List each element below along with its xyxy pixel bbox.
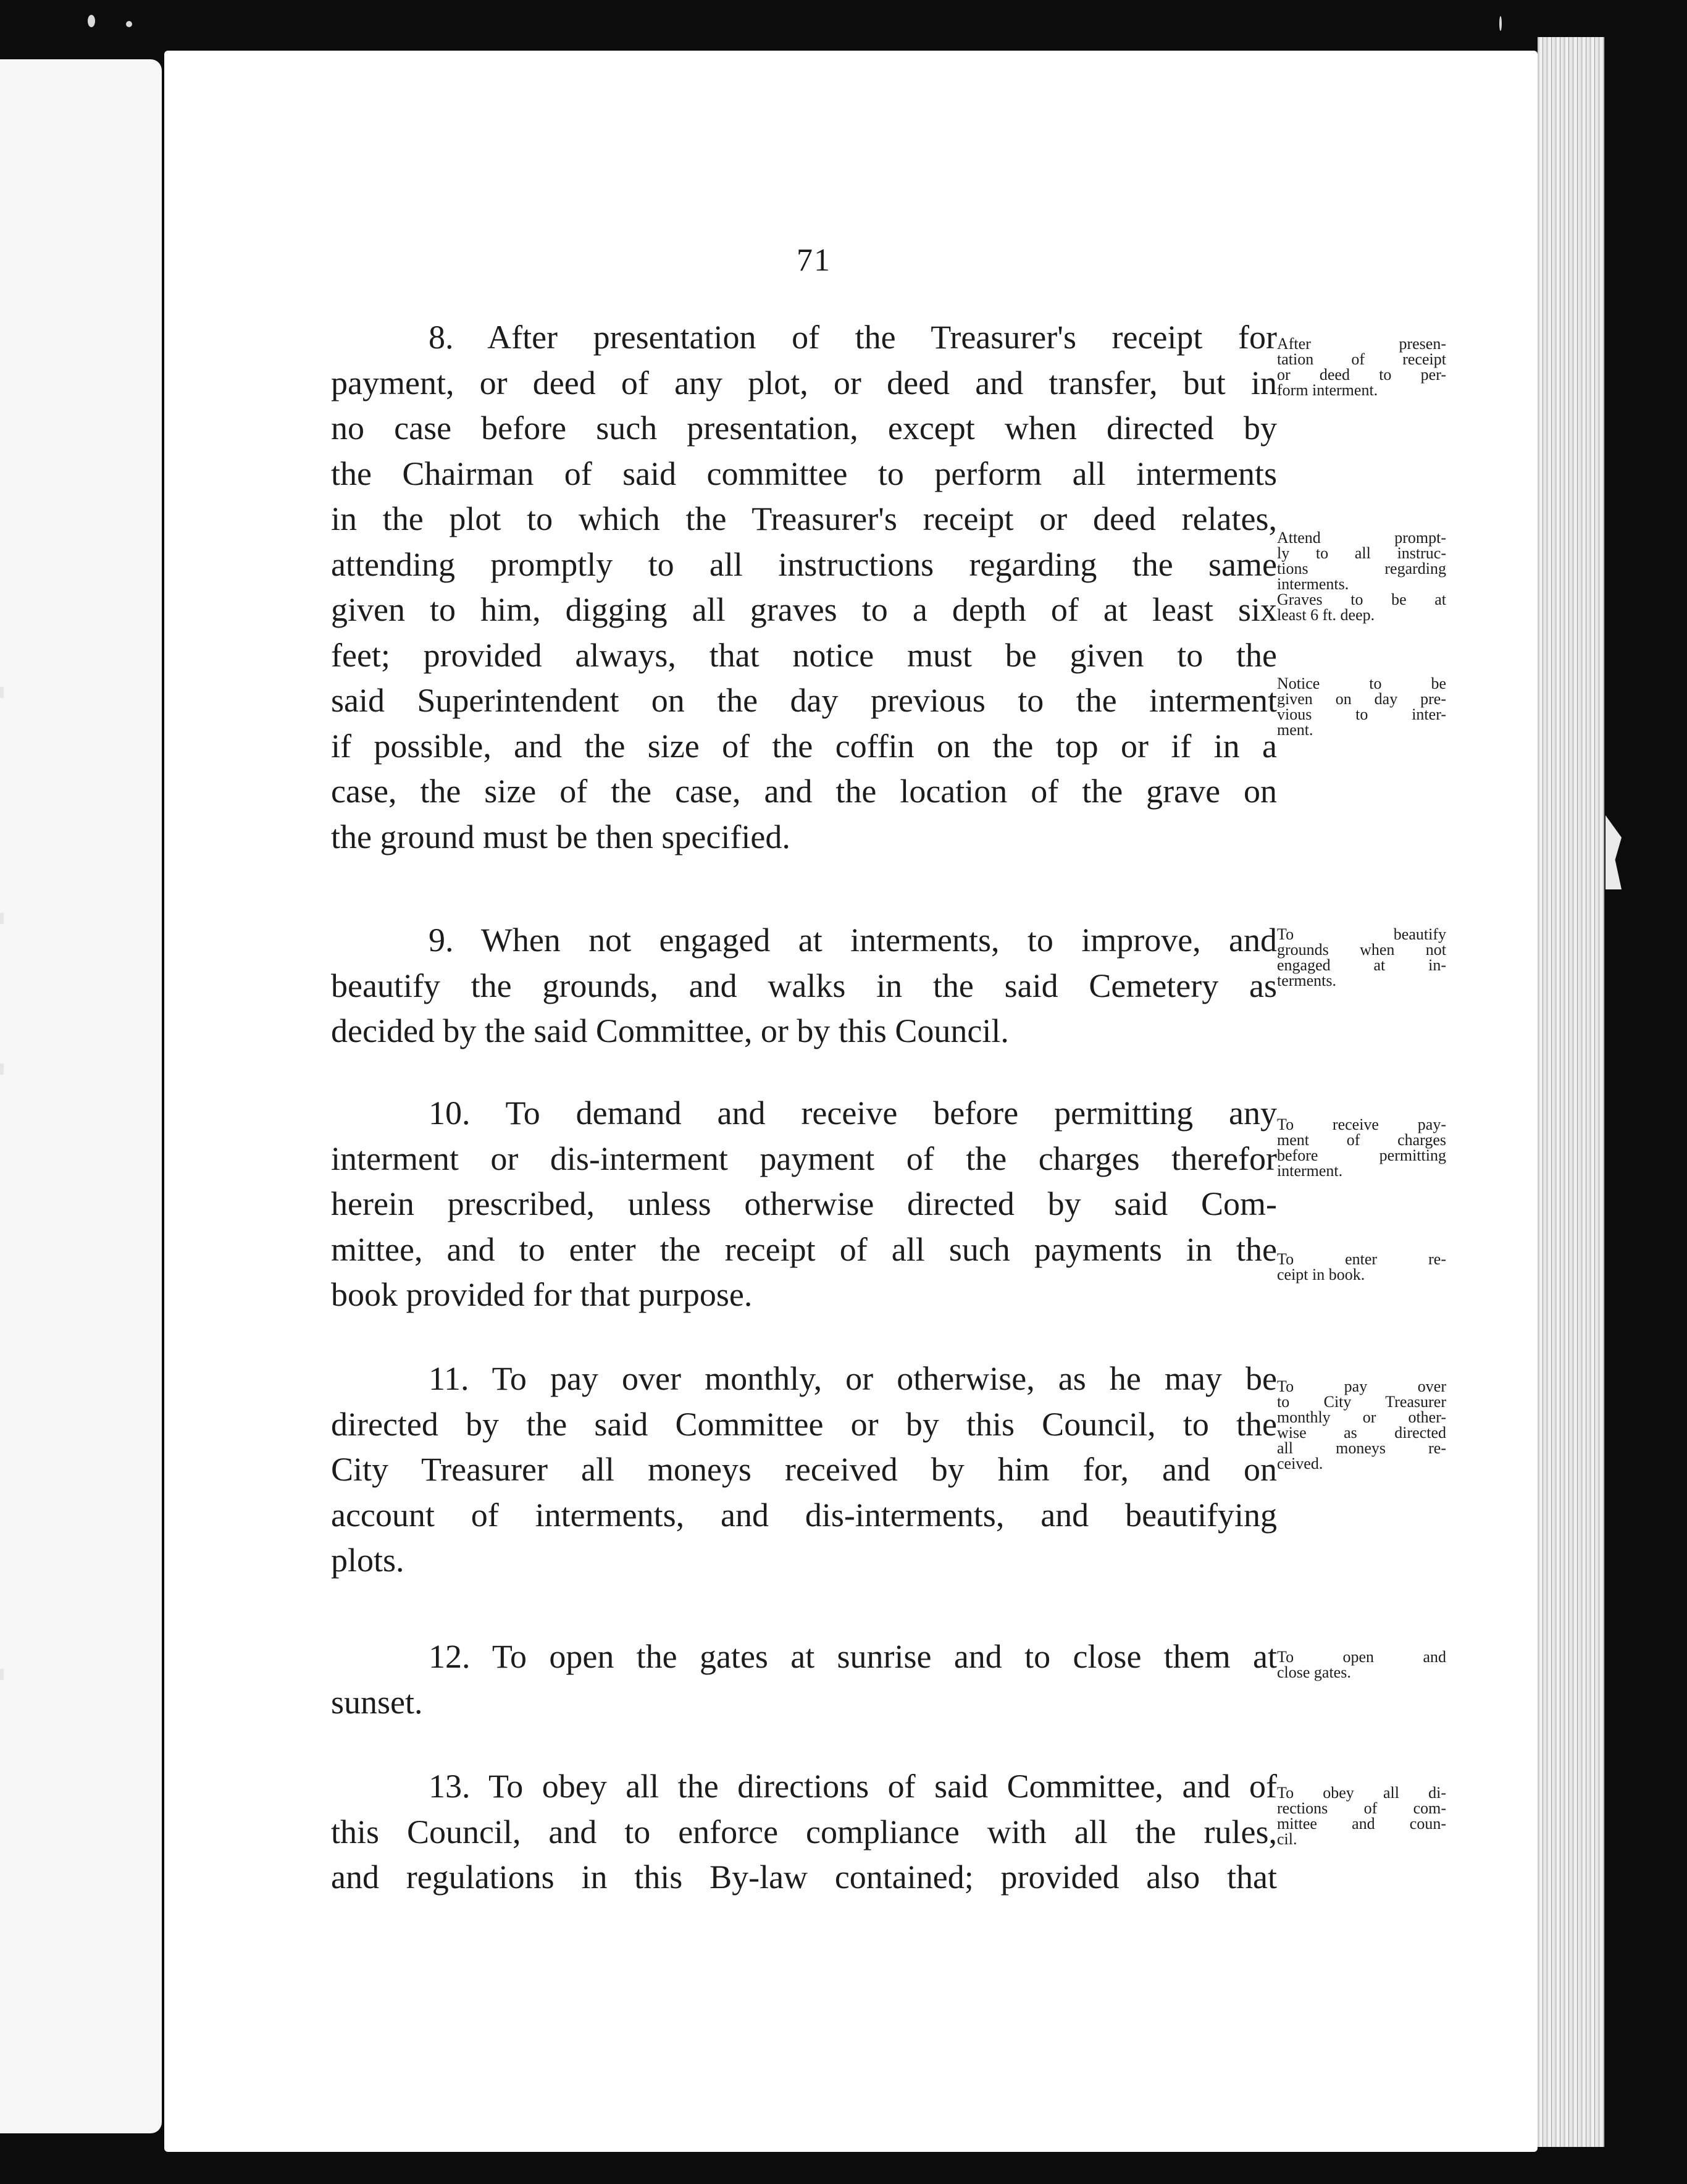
text-line: no case before such presentation, except when directed by [331,410,1277,447]
text-line: given to him, digging all graves to a depth of at least six [331,591,1277,628]
side-note-line: least 6 ft. deep. [1277,606,1375,624]
side-note-line: ceipt in book. [1277,1266,1365,1283]
paragraph-11 [331,1356,1277,1584]
side-note-line: To obey all di- [1277,1784,1446,1802]
scan-speck [88,15,95,27]
side-note-line: ment of charges [1277,1131,1446,1149]
side-note-line: Notice to be [1277,674,1446,692]
page-stack-edge [1538,37,1604,2147]
text-line: plots. [331,1542,404,1579]
text-line: feet; provided always, that notice must be given to the [331,636,1277,674]
text-line: 9. When not engaged at interments, to improve, and [429,922,1277,959]
side-note-line: grounds when not [1277,941,1446,959]
side-note-line: all moneys re- [1277,1439,1446,1457]
text-line: attending promptly to all instructions regarding the same [331,545,1277,583]
side-note [1277,926,1446,988]
side-note-line: interments. [1277,575,1349,593]
side-note-line: terments. [1277,972,1337,989]
text-line: the Chairman of said committee to perform all interments [331,455,1277,492]
text-line: mittee, and to enter the receipt of all such payments in the [331,1230,1277,1268]
text-line: 10. To demand and receive before permitting any [429,1094,1277,1132]
side-note [1277,1785,1446,1847]
page-tear [1605,815,1622,889]
side-note-line: After presen- [1277,335,1446,353]
side-note-line: To pay over [1277,1377,1446,1395]
text-line: interment or dis-interment payment of the charges therefor [331,1140,1277,1177]
side-note-line: Attend prompt- [1277,529,1446,547]
text-line: said Superintendent on the day previous to the interment [331,682,1277,719]
side-note-line: ly to all instruc- [1277,544,1446,562]
paragraph-9 [331,918,1277,1054]
text-line: decided by the said Committee, or by this Council. [331,1012,1009,1049]
page-number: 71 [797,243,831,278]
side-note-line: To receive pay- [1277,1115,1446,1133]
text-line: and regulations in this By-law contained; provided also that [331,1858,1277,1896]
text-line: 12. To open the gates at sunrise and to close them at [429,1638,1277,1675]
side-note-line: tation of receipt [1277,350,1446,368]
text-line: directed by the said Committee or by this Council, to the [331,1405,1277,1443]
paragraph-10 [331,1091,1277,1318]
side-note-line: tions regarding [1277,560,1446,578]
side-note-line: cil. [1277,1830,1297,1848]
text-line: if possible, and the size of the coffin on the top or if in a [331,727,1277,765]
side-note [1277,676,1446,737]
side-note-line: To beautify [1277,925,1446,943]
side-note-line: interment. [1277,1162,1343,1180]
side-note-line: given on day pre- [1277,690,1446,708]
side-note-line: or deed to per- [1277,366,1446,384]
side-note-line: rections of com- [1277,1799,1446,1817]
side-note-line: to City Treasurer [1277,1393,1446,1411]
paragraph-12 [331,1634,1277,1725]
side-note-line: before permitting [1277,1146,1446,1164]
scan-speck [126,21,132,27]
side-note [1277,1649,1446,1680]
text-line: 13. To obey all the directions of said Committee, and of [429,1768,1277,1805]
left-edge-mark [0,1064,4,1075]
left-edge-mark [0,1669,4,1680]
text-line: 11. To pay over monthly, or otherwise, as he may be [429,1360,1277,1397]
text-line: payment, or deed of any plot, or deed and transfer, but in [331,364,1277,401]
side-note-line: ceived. [1277,1455,1323,1472]
paragraph-13 [331,1764,1277,1900]
text-line: account of interments, and dis-interments, and beautifying [331,1496,1277,1534]
text-line: 8. After presentation of the Treasurer's receipt for [429,319,1277,356]
side-note-line: vious to inter- [1277,705,1446,723]
side-note-line: engaged at in- [1277,956,1446,974]
left-edge-mark [0,913,4,924]
paragraph-8 [331,315,1277,860]
side-note-line: Graves to be at [1277,590,1446,608]
side-note [1277,1379,1446,1471]
text-line: the ground must be then specified. [331,818,790,855]
text-line: beautify the grounds, and walks in the said Cemetery as [331,967,1277,1004]
left-page-edge [0,59,162,2133]
text-line: book provided for that purpose. [331,1276,753,1313]
scan-speck [1499,16,1502,31]
text-line: herein prescribed, unless otherwise directed by said Com- [331,1185,1277,1222]
side-note-line: form interment. [1277,381,1378,399]
side-note-line: To enter re- [1277,1250,1446,1268]
side-note [1277,1117,1446,1178]
text-line: City Treasurer all moneys received by him for, and on [331,1451,1277,1488]
side-note-line: ment. [1277,721,1313,739]
text-line: sunset. [331,1683,423,1721]
side-note [1277,530,1446,623]
side-note-line: mittee and coun- [1277,1815,1446,1833]
side-note-line: wise as directed [1277,1424,1446,1442]
side-note-line: close gates. [1277,1663,1351,1681]
left-edge-mark [0,687,4,698]
side-note [1277,1251,1446,1282]
side-note [1277,336,1446,398]
text-line: case, the size of the case, and the location of the grave on [331,773,1277,810]
side-note-line: To open and [1277,1648,1446,1666]
text-line: in the plot to which the Treasurer's receipt or deed relates, [331,500,1277,537]
text-line: this Council, and to enforce compliance with all the rules, [331,1813,1277,1850]
side-note-line: monthly or other- [1277,1408,1446,1426]
